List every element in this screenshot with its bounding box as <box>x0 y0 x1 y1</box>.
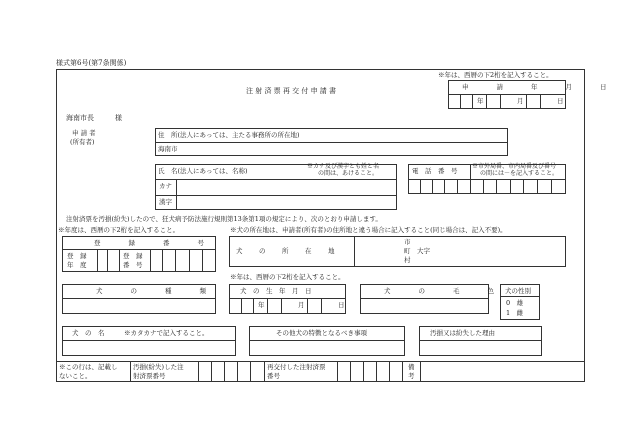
kana-label: カナ <box>159 182 172 190</box>
year-note-top: ※年は、西暦の下2桁を記入すること。 <box>438 71 553 79</box>
sex-label: 犬の性別 <box>505 287 531 295</box>
dog-location-town: 町 大字 <box>404 247 430 255</box>
phone-note-1: ※市外局番、市内局番及び番号 <box>472 163 557 170</box>
addressee: 海南市長 様 <box>66 114 122 122</box>
lost-tag-number-label-2: 射済票番号 <box>133 372 166 380</box>
phone-note-2: の間には－を記入すること。 <box>480 170 559 177</box>
dog-location-note: ※犬の所在地は、申請者(所有者)の住所地と違う場合に記入すること(同じ場合は、記入不要)。 <box>230 226 507 234</box>
application-statement: 注射済票を汚損(紛失)したので、狂犬病予防法施行規則第13条第1項の規定により、次のとおり申請します。 <box>66 215 382 223</box>
application-year-unit: 年 <box>477 97 484 105</box>
registration-number-label-2: 番 号 <box>123 261 143 269</box>
sex-option-female[interactable]: 1 雌 <box>506 309 524 317</box>
reissued-tag-number-label: 再交付した注射済票 <box>267 363 326 371</box>
application-day-unit: 日 <box>557 97 564 105</box>
registration-note: ※年度は、西暦の下2桁を記入すること。 <box>58 226 180 234</box>
form-title: 注 射 済 票 再 交 付 申 請 書 <box>246 87 337 95</box>
breed-label: 犬 の 種 類 <box>96 287 211 295</box>
registration-year-label-2: 年 度 <box>67 261 87 269</box>
address-label: 住 所(法人にあっては、主たる事務所の所在地) <box>158 131 300 139</box>
phone-label: 電 話 番 号 <box>412 167 458 175</box>
birth-day-unit: 日 <box>338 301 345 309</box>
name-note-2: の間は、あけること。 <box>318 170 379 177</box>
applicant-label: 申 請 者 <box>72 129 96 137</box>
applicant-owner-label: (所有者) <box>70 138 95 146</box>
registration-number-label: 登 録 <box>123 252 143 260</box>
application-date-header: 申 請 年 月 日 <box>462 83 612 91</box>
features-label: その他犬の特徴となるべき事項 <box>276 329 367 337</box>
birth-date-label: 犬 の 生 年 月 日 <box>240 287 312 295</box>
registration-year-label: 登 録 <box>67 252 87 260</box>
sex-option-male[interactable]: 0 雄 <box>506 299 524 307</box>
dog-location-village: 村 <box>404 256 411 264</box>
coat-color-label: 犬 の 毛 色 <box>384 287 499 295</box>
name-label: 氏 名(法人にあっては、名称) <box>158 167 248 175</box>
lost-tag-number-label: 汚損(紛失)した注 <box>133 363 184 371</box>
remarks-label-2: 考 <box>408 372 415 380</box>
dog-location-label: 犬 の 所 在 地 <box>236 247 340 255</box>
application-month-unit: 月 <box>517 97 524 105</box>
birth-year-note: ※年は、西暦の下2桁を記入すること。 <box>230 273 345 281</box>
reason-label: 汚損又は紛失した理由 <box>430 329 495 337</box>
form-style-number: 様式第6号(第7条関係) <box>56 59 127 67</box>
birth-month-unit: 月 <box>298 301 305 309</box>
dog-name-note: ※カタカナで記入すること。 <box>124 329 209 337</box>
dog-name-label: 犬 の 名 <box>72 329 105 337</box>
registration-header: 登 録 番 号 <box>94 239 209 247</box>
address-value[interactable]: 海南市 <box>158 145 178 153</box>
office-use-note: ※この行は、記載し <box>59 363 118 371</box>
birth-year-unit: 年 <box>258 301 265 309</box>
reissued-tag-number-label-2: 番号 <box>267 372 280 380</box>
office-use-note-2: ないこと。 <box>59 372 92 380</box>
name-note-1: ※カナ及び漢字とも姓と名 <box>307 163 380 170</box>
dog-location-city: 市 <box>404 238 411 246</box>
remarks-label: 備 <box>408 363 415 371</box>
kanji-label: 漢字 <box>159 198 172 206</box>
